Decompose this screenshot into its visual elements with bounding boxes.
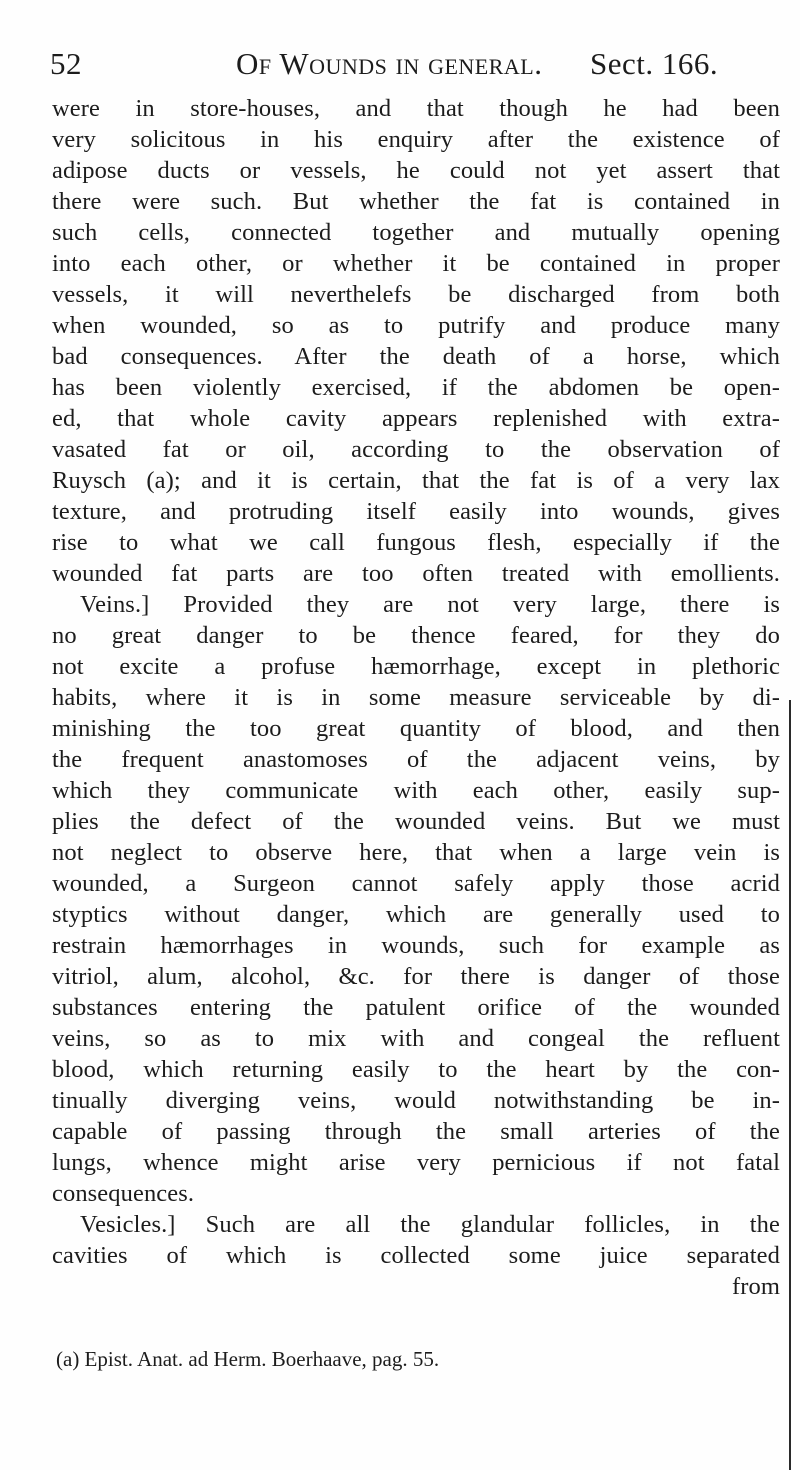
text-line: wounded, a Surgeon cannot safely apply those acrid (52, 870, 780, 897)
text-line: cavities of which is collected some juice separated (52, 1242, 780, 1269)
running-header (50, 40, 770, 96)
section-number: Sect. 166. (590, 46, 719, 81)
running-title: Of Wounds in general. (236, 46, 543, 81)
text-line: rise to what we call fungous flesh, especially if the (52, 529, 780, 556)
text-line: ed, that whole cavity appears replenished with extra- (52, 405, 780, 432)
text-line: minishing the too great quantity of blood, and then (52, 715, 780, 742)
text-line: there were such. But whether the fat is contained in (52, 188, 780, 215)
text-line: which they communicate with each other, easily sup- (52, 777, 780, 804)
text-line: lungs, whence might arise very pernicious if not fatal (52, 1149, 780, 1176)
text-line: vitriol, alum, alcohol, &c. for there is danger of those (52, 963, 780, 990)
text-line: veins, so as to mix with and congeal the refluent (52, 1025, 780, 1052)
text-line: tinually diverging veins, would notwithstanding be in- (52, 1087, 780, 1114)
text-line: has been violently exercised, if the abdomen be open- (52, 374, 780, 401)
text-line: very solicitous in his enquiry after the existence of (52, 126, 780, 153)
text-line: Vesicles.] Such are all the glandular follicles, in the (80, 1211, 780, 1238)
text-line: substances entering the patulent orifice of the wounded (52, 994, 780, 1021)
text-line: the frequent anastomoses of the adjacent veins, by (52, 746, 780, 773)
text-line: were in store-houses, and that though he had been (52, 95, 780, 122)
text-line: bad consequences. After the death of a horse, which (52, 343, 780, 370)
text-line: not excite a profuse hæmorrhage, except in plethoric (52, 653, 780, 680)
text-line: Ruysch (a); and it is certain, that the fat is of a very lax (52, 467, 780, 494)
text-line: when wounded, so as to putrify and produce many (52, 312, 780, 339)
text-line: texture, and protruding itself easily into wounds, gives (52, 498, 780, 525)
text-line: restrain hæmorrhages in wounds, such for example as (52, 932, 780, 959)
text-line: not neglect to observe here, that when a large vein is (52, 839, 780, 866)
text-line: adipose ducts or vessels, he could not yet assert that (52, 157, 780, 184)
text-line: styptics without danger, which are generally used to (52, 901, 780, 928)
text-line: such cells, connected together and mutually opening (52, 219, 780, 246)
text-line: capable of passing through the small arteries of the (52, 1118, 780, 1145)
body-text (52, 93, 780, 1302)
catchword: from (731, 1273, 780, 1300)
text-line: blood, which returning easily to the heart by the con- (52, 1056, 780, 1083)
text-line: no great danger to be thence feared, for they do (52, 622, 780, 649)
text-line: habits, where it is in some measure serviceable by di- (52, 684, 780, 711)
page-number: 52 (50, 46, 82, 81)
page-edge-shadow (789, 700, 791, 1470)
text-line: into each other, or whether it be contained in proper (52, 250, 780, 277)
text-line: vessels, it will neverthelefs be discharged from both (52, 281, 780, 308)
text-line: plies the defect of the wounded veins. But we must (52, 808, 780, 835)
text-line: consequences. (52, 1180, 195, 1207)
text-line: Veins.] Provided they are not very large, there is (80, 591, 780, 618)
text-line: wounded fat parts are too often treated with emollients. (52, 560, 780, 587)
text-line: vasated fat or oil, according to the observation of (52, 436, 780, 463)
footnote: (a) Epist. Anat. ad Herm. Boerhaave, pag. 55. (56, 1347, 440, 1371)
